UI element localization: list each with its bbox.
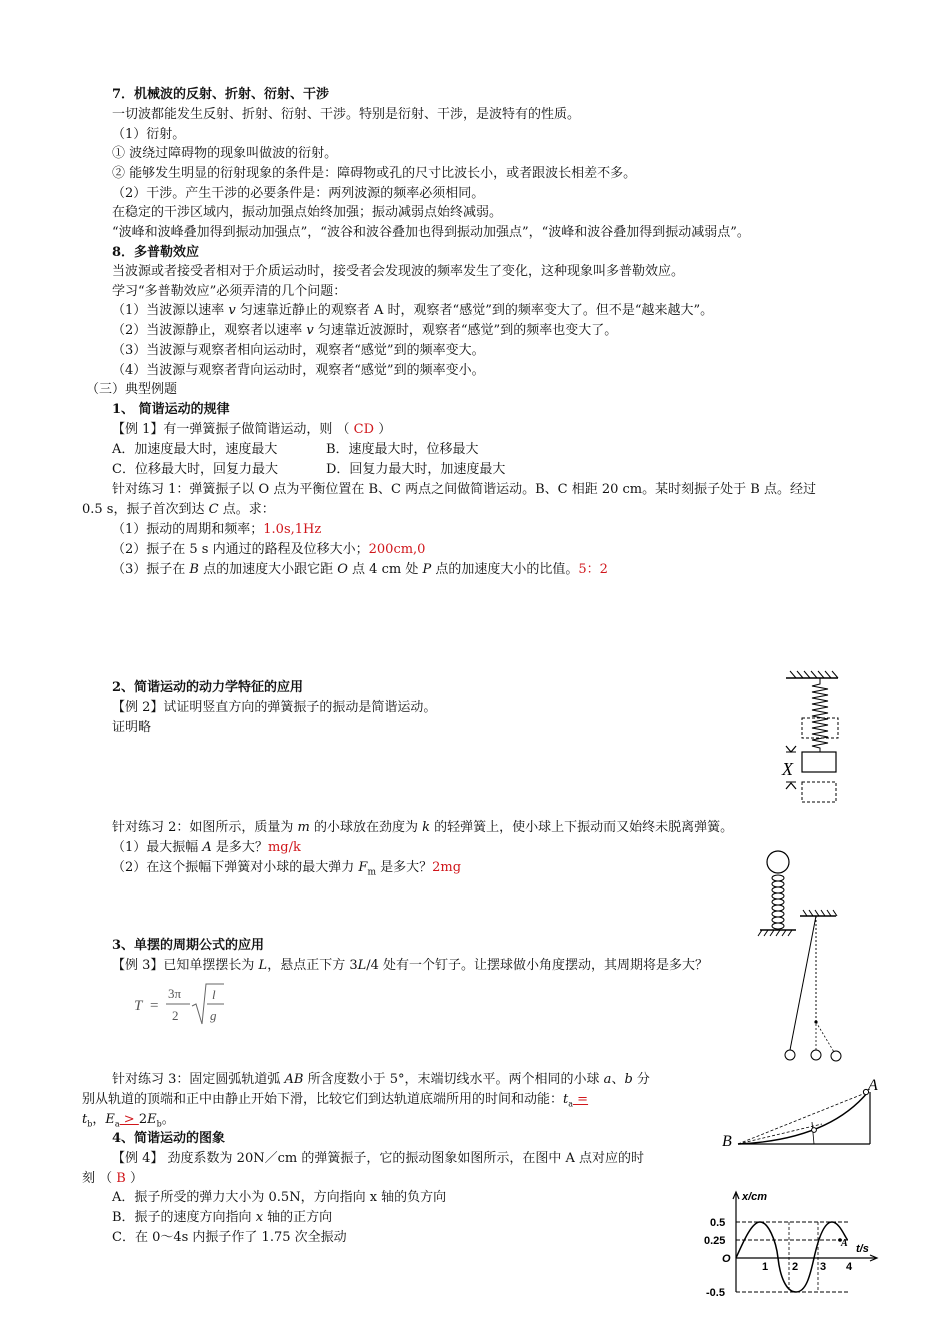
example-2-question: 【例 2】试证明竖直方向的弹簧振子的振动是简谐运动。 (112, 700, 437, 715)
choice-b: B．振子的速度方向指向 x 轴的正方向 (112, 1210, 333, 1225)
text-line: 一切波都能发生反射、折射、衍射、干涉。特别是衍射、干涉，是波特有的性质。 (112, 107, 581, 122)
origin-label: O (722, 1253, 731, 1265)
example-4-question-2: 刻 （ B ） (82, 1171, 143, 1186)
practice-1-q1: （1）振动的周期和频率；1.0s,1Hz (112, 522, 322, 537)
t-tick: 1 (762, 1261, 769, 1273)
example-1-question: 【例 1】有一弹簧振子做简谐运动，则 （ CD ） (112, 422, 392, 437)
choice-c: C．在 0～4s 内振子作了 1.75 次全振动 (112, 1230, 347, 1245)
text-line: 当波源或者接受者相对于介质运动时，接受者会发现波的频率发生了变化，这种现象叫多普勒效应。 (112, 264, 685, 279)
example-3-formula (128, 982, 228, 1028)
vertical-spring-figure (772, 668, 852, 810)
example-2-answer: 证明略 (112, 720, 152, 735)
topic-1-title: 1、 简谐运动的规律 (112, 402, 230, 417)
example-3-question: 【例 3】已知单摆摆长为 L，悬点正下方 3L/4 处有一个钉子。让摆球做小角度摆动，其周期将是多大？ (112, 958, 709, 973)
text-line: 在稳定的干涉区域内，振动加强点始终加强；振动减弱点始终减弱。 (112, 205, 503, 220)
practice-3-line2: 别从轨道的顶端和正中由静止开始下滑，比较它们到达轨道底端所用的时间和动能：$t_a$ = (82, 1092, 589, 1109)
pendulum-figure (776, 908, 848, 1070)
practice-3-line3: $t_b$，$E_a > 2E_b$。 (82, 1112, 175, 1129)
t-tick: 2 (792, 1261, 799, 1273)
section-examples-title: （三）典型例题 (86, 382, 178, 397)
choice-c: C．位移最大时，回复力最大 (112, 462, 278, 477)
arc-track-figure (718, 1074, 886, 1150)
topic-3-title: 3、单摆的周期公式的应用 (112, 938, 265, 953)
choice-d: D．回复力最大时，加速度最大 (326, 462, 506, 477)
formula-num: 3π (168, 986, 182, 1001)
t-axis-label: t/s (856, 1243, 869, 1255)
practice-2-q1: （1）最大振幅 A 是多大？mg/k (112, 840, 301, 855)
formula-g: g (210, 1008, 217, 1023)
practice-1-line2: 0.5 s，振子首次到达 C 点。求： (82, 502, 275, 517)
practice-2-q2: （2）在这个振幅下弹簧对小球的最大弹力 $F_m$ 是多大？2mg (112, 860, 462, 878)
section-7-title: 7．机械波的反射、折射、衍射、干涉 (112, 87, 330, 102)
text-line: （3）当波源与观察者相向运动时，观察者“感觉”到的频率变大。 (112, 343, 485, 358)
arc-label-b: B (722, 1133, 732, 1150)
practice-1-q2: （2）振子在 5 s 内通过的路程及位移大小；200cm,0 (112, 542, 426, 557)
text-line: ② 能够发生明显的衍射现象的条件是：障碍物或孔的尺寸比波长小，或者跟波长相差不多。 (112, 166, 637, 181)
y-tick: -0.5 (706, 1287, 725, 1298)
choice-b: B．速度最大时，位移最大 (326, 442, 479, 457)
text-line: 学习“多普勒效应”必须弄清的几个问题： (112, 284, 347, 299)
text-line: （1）衍射。 (112, 127, 186, 142)
y-tick: 0.5 (710, 1217, 726, 1229)
y-tick: 0.25 (704, 1235, 726, 1247)
formula-eq: = (150, 998, 159, 1014)
text-line: （2）干涉。产生干涉的必要条件是：两列波源的频率必须相同。 (112, 186, 485, 201)
formula-den: 2 (172, 1008, 179, 1023)
arc-label-a: A (868, 1077, 878, 1094)
example-4-question: 【例 4】 劲度系数为 20N／cm 的弹簧振子，它的振动图象如图所示，在图中 A 点对应的时 (112, 1151, 644, 1166)
text-line: ① 波绕过障碍物的现象叫做波的衍射。 (112, 146, 338, 161)
section-8-title: 8．多普勒效应 (112, 245, 200, 260)
text-line: “波峰和波峰叠加得到振动加强点”，“波谷和波谷叠加也得到振动加强点”，“波峰和波谷叠加得到振动减弱点”。 (112, 225, 750, 240)
formula-l: l (212, 987, 216, 1002)
vibration-graph-figure (700, 1188, 890, 1298)
t-tick: 4 (846, 1261, 853, 1273)
practice-3-line1: 针对练习 3：固定圆弧轨道弧 AB 所含度数小于 5°，末端切线水平。两个相同的小球 a、b 分 (112, 1072, 650, 1087)
formula-t: T (134, 998, 143, 1014)
amplitude-label: X (782, 759, 793, 779)
practice-1-q3: （3）振子在 B 点的加速度大小跟它距 O 点 4 cm 处 P 点的加速度大小的比值。5：2 (112, 562, 608, 577)
text-line: （2）当波源静止，观察者以速率 v 匀速靠近波源时，观察者“感觉”到的频率也变大了。 (112, 323, 618, 338)
text-line: （1）当波源以速率 v 匀速靠近静止的观察者 A 时，观察者“感觉”到的频率变大了。但不是“越来越大”。 (112, 303, 714, 318)
text-line: （4）当波源与观察者背向运动时，观察者“感觉”到的频率变小。 (112, 363, 485, 378)
point-a-label: A (841, 1238, 848, 1249)
topic-4-title: 4、简谐运动的图象 (112, 1131, 226, 1146)
practice-2-line1: 针对练习 2：如图所示，质量为 m 的小球放在劲度为 k 的轻弹簧上，使小球上下振动而又始终未脱离弹簧。 (112, 820, 734, 835)
choice-a: A．加速度最大时，速度最大 (112, 442, 278, 457)
t-tick: 3 (820, 1261, 827, 1273)
y-axis-label: x/cm (742, 1191, 768, 1203)
practice-1-line1: 针对练习 1：弹簧振子以 O 点为平衡位置在 B、C 两点之间做简谐运动。B、C 相距 20 cm。某时刻振子处于 B 点。经过 (112, 482, 816, 497)
choice-a: A．振子所受的弹力大小为 0.5N，方向指向 x 轴的负方向 (112, 1190, 447, 1205)
topic-2-title: 2、简谐运动的动力学特征的应用 (112, 680, 304, 695)
